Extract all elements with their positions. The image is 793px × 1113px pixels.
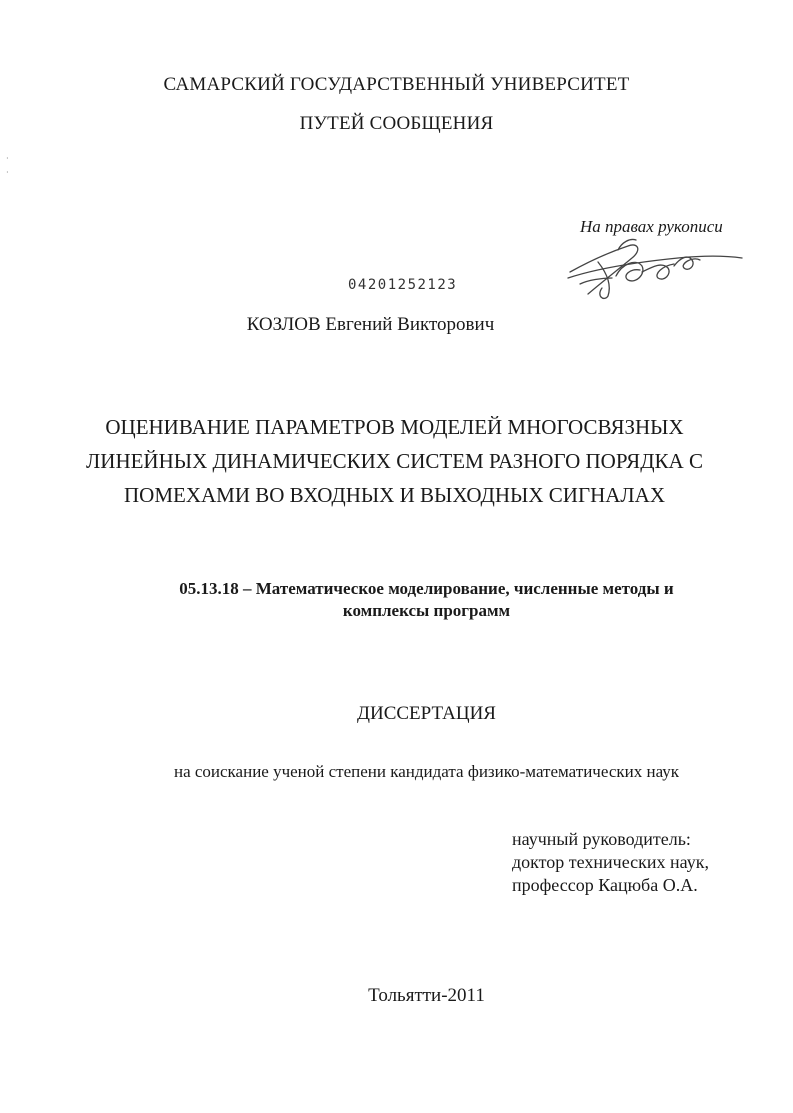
author-name: КОЗЛОВ Евгений Викторович xyxy=(246,314,495,335)
university-name-line1: САМАРСКИЙ ГОСУДАРСТВЕННЫЙ УНИВЕРСИТЕТ xyxy=(163,74,630,95)
title-line-2: ЛИНЕЙНЫХ ДИНАМИЧЕСКИХ СИСТЕМ РАЗНОГО ПОРЯДКА С xyxy=(86,449,703,473)
author-signature xyxy=(558,232,748,304)
supervisor-degree: доктор технических наук, xyxy=(512,852,709,872)
place-and-year: Тольятти-2011 xyxy=(368,985,485,1006)
supervisor-label: научный руководитель: xyxy=(512,829,691,849)
supervisor-name: профессор Кацюба О.А. xyxy=(512,875,698,895)
title-line-3: ПОМЕХАМИ ВО ВХОДНЫХ И ВЫХОДНЫХ СИГНАЛАХ xyxy=(124,483,665,507)
scan-marks: · · xyxy=(6,154,9,177)
document-type: ДИССЕРТАЦИЯ xyxy=(357,703,496,724)
degree-line: на соискание ученой степени кандидата физико-математических наук xyxy=(173,762,680,781)
title-line-1: ОЦЕНИВАНИЕ ПАРАМЕТРОВ МОДЕЛЕЙ МНОГОСВЯЗНЫХ xyxy=(105,415,684,439)
document-registration-code: 04201252123 xyxy=(348,277,458,293)
university-name-line2: ПУТЕЙ СООБЩЕНИЯ xyxy=(299,113,494,134)
specialty-line-2: комплексы программ xyxy=(342,601,511,620)
specialty-line-1: 05.13.18 – Математическое моделирование, численные методы и xyxy=(179,579,674,598)
manuscript-rights-note: На правах рукописи xyxy=(580,217,723,236)
